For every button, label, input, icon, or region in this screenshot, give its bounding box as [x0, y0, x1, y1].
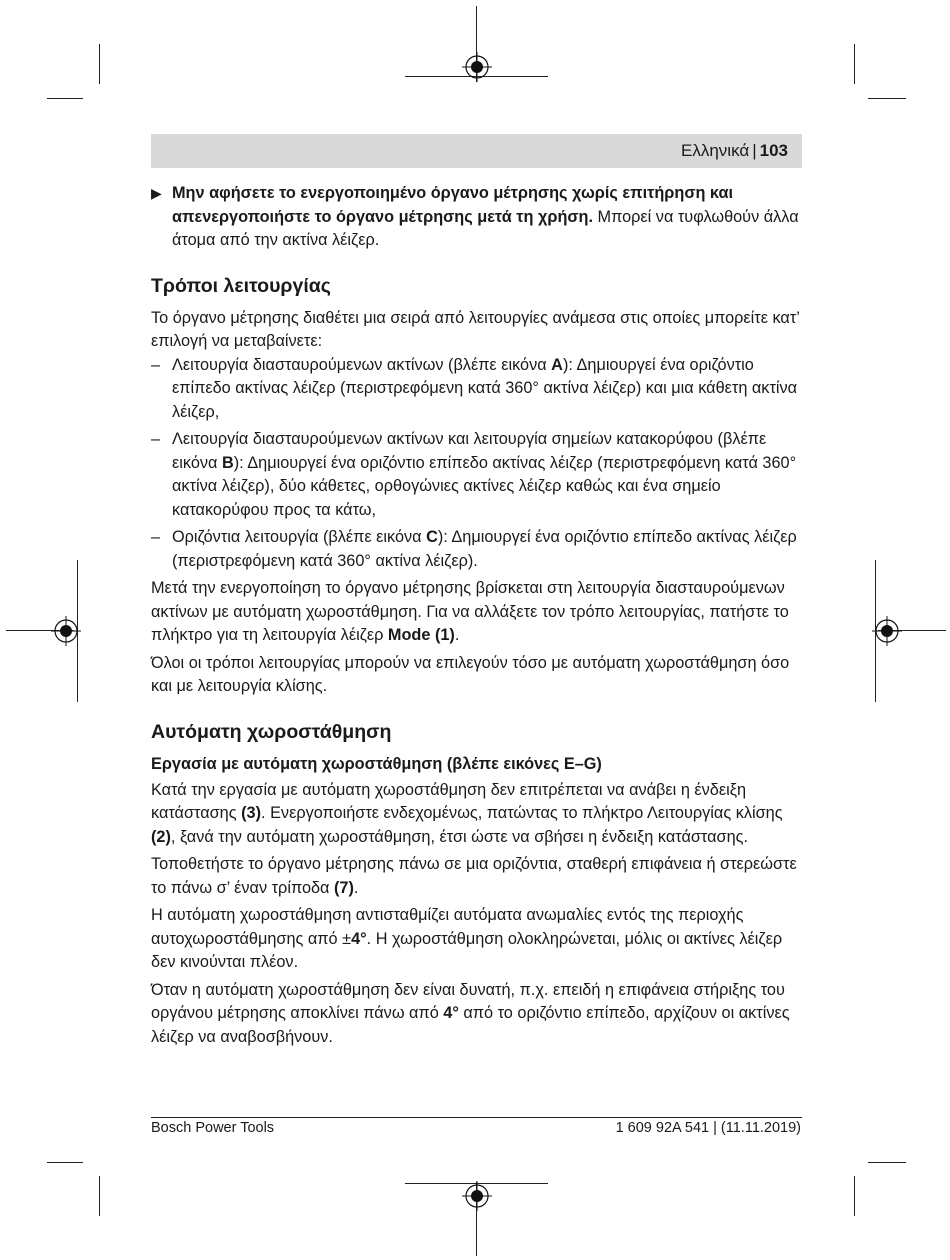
warning-arrow-icon: ▶ — [151, 185, 162, 201]
figure-ref: A — [551, 355, 563, 374]
list-item-text: ): Δημιουργεί ένα οριζόντιο επίπεδο ακτίνας λέιζερ (περιστρεφόμενη κατά 360° ακτίνα λέιζερ). — [172, 528, 797, 570]
crop-mark — [99, 44, 100, 84]
header-text — [681, 140, 788, 162]
list-item-text: Λειτουργία διασταυρούμενων ακτίνων (βλέπε εικόνα — [172, 355, 552, 374]
paragraph-text: από το οριζόντιο επίπεδο, αρχίζουν οι ακτίνες λέιζερ να αναβοσβήνουν. — [151, 1004, 790, 1046]
paragraph-text: . Ενεργοποιήστε ενδεχομένως, πατώντας το πλήκτρο Λειτουργίας κλίσης — [261, 804, 783, 822]
mode-list — [151, 354, 803, 574]
reference-number: (3) — [241, 804, 262, 822]
paragraph — [151, 779, 803, 850]
paragraph — [151, 853, 803, 900]
reference-number: (7) — [334, 878, 354, 897]
footer-rule — [151, 1117, 802, 1118]
section-heading: Τρόποι λειτουργίας — [151, 274, 331, 297]
crop-mark — [854, 44, 855, 84]
paragraph — [151, 577, 803, 648]
warning-paragraph — [151, 182, 803, 253]
crop-mark — [47, 98, 83, 99]
angle-value: 4° — [443, 1004, 459, 1022]
paragraph-text: . Η χωροστάθμηση ολοκληρώνεται, μόλις οι ακτίνες λέιζερ δεν κινούνται πλέον. — [151, 929, 783, 971]
page-number: 103 — [759, 141, 788, 160]
mode-button-ref: Mode (1) — [387, 626, 455, 644]
warning-text: Μπορεί να τυφλωθούν άλλα άτομα από την ακτίνα λέιζερ. — [172, 207, 799, 249]
header-separator: | — [752, 141, 757, 160]
list-dash: – — [151, 528, 161, 546]
registration-mark-icon — [51, 616, 81, 646]
footer-doc-number: 1 609 92A 541 | (11.11.2019) — [615, 1120, 801, 1136]
list-item — [151, 354, 803, 425]
subsection-heading: Εργασία με αυτόματη χωροστάθμηση (βλέπε εικόνες E–G) — [151, 754, 602, 773]
list-item — [151, 526, 803, 573]
page-content — [151, 182, 803, 1053]
crop-mark — [854, 1176, 855, 1216]
section-heading: Αυτόματη χωροστάθμηση — [151, 720, 392, 743]
paragraph-text: . — [454, 626, 460, 644]
paragraph-text: Κατά την εργασία με αυτόματη χωροστάθμηση δεν επιτρέπεται να ανάβει η ένδειξη κατάστασης — [151, 780, 747, 822]
crop-mark — [47, 1162, 83, 1163]
paragraph-text: . — [353, 878, 359, 897]
paragraph — [151, 979, 803, 1050]
paragraph-text: Τοποθετήστε το όργανο μέτρησης πάνω σε μια οριζόντια, σταθερή επιφάνεια ή στερεώστε το πάνω σ’ έναν τρίποδα — [151, 855, 797, 897]
paragraph-text: Μετά την ενεργοποίηση το όργανο μέτρησης βρίσκεται στη λειτουργία διασταυρούμενων ακτίνων με αυτόματη χωροστάθμηση. Για να αλλάξετε τον τρόπο λειτουργίας, πατήστε το πλήκτρο για τη λειτουργία λέιζερ — [151, 579, 789, 644]
paragraph-text: Η αυτόματη χωροστάθμηση αντισταθμίζει αυτόματα ανωμαλίες εντός της περιοχής αυτοχωροστάθμησης από ± — [151, 906, 744, 948]
reference-number: (2) — [151, 827, 171, 846]
registration-mark-icon — [872, 616, 902, 646]
paragraph-text: Όταν η αυτόματη χωροστάθμηση δεν είναι δυνατή, π.χ. επειδή η επιφάνεια στήριξης του οργάνου μέτρησης αποκλίνει πάνω από — [151, 980, 785, 1022]
page-header — [151, 134, 802, 168]
figure-ref: B — [221, 453, 234, 472]
crop-mark — [99, 1176, 100, 1216]
paragraph: Όλοι οι τρόποι λειτουργίας μπορούν να επιλεγούν τόσο με αυτόματη χωροστάθμηση όσο και με λειτουργία κλίσης. — [151, 653, 790, 695]
crop-mark — [868, 98, 906, 99]
footer-brand: Bosch Power Tools — [151, 1120, 275, 1136]
list-item-text: ): Δημιουργεί ένα οριζόντιο επίπεδο ακτίνας λέιζερ (περιστρεφόμενη κατά 360° ακτίνα λέιζερ), δύο κάθετες, ορθογώνιες ακτίνες λέιζερ καθώς και ένα σημείο κατακορύφου προς τα κάτω, — [172, 453, 797, 519]
list-dash: – — [151, 430, 161, 448]
crop-mark — [868, 1162, 906, 1163]
list-dash: – — [151, 355, 161, 374]
registration-mark-icon — [462, 52, 492, 82]
warning-bold-text: Μην αφήσετε το ενεργοποιημένο όργανο μέτρησης χωρίς επιτήρηση και απενεργοποιήστε το όργανο μέτρησης μετά τη χρήση. — [172, 184, 733, 226]
paragraph-text: , ξανά την αυτόματη χωροστάθμηση, έτσι ώστε να σβήσει η ένδειξη κατάστασης. — [170, 827, 748, 846]
angle-value: 4° — [351, 929, 367, 948]
list-item-text: ): Δημιουργεί ένα οριζόντιο επίπεδο ακτίνας λέιζερ (περιστρεφόμενη κατά 360° ακτίνα λέιζερ) και μια κάθετη ακτίνα λέιζερ, — [172, 355, 798, 421]
paragraph — [151, 904, 803, 975]
header-language: Ελληνικά — [681, 141, 750, 160]
list-item-text: Λειτουργία διασταυρούμενων ακτίνων και λειτουργία σημείων κατακορύφου (βλέπε εικόνα — [172, 430, 767, 472]
figure-ref: C — [426, 528, 438, 546]
paragraph: Το όργανο μέτρησης διαθέτει μια σειρά από λειτουργίες ανάμεσα στις οποίες μπορείτε κατ’ επιλογή να μεταβαίνετε: — [151, 308, 800, 350]
list-item — [151, 428, 803, 522]
list-item-text: Οριζόντια λειτουργία (βλέπε εικόνα — [172, 528, 427, 546]
registration-mark-icon — [462, 1181, 492, 1211]
